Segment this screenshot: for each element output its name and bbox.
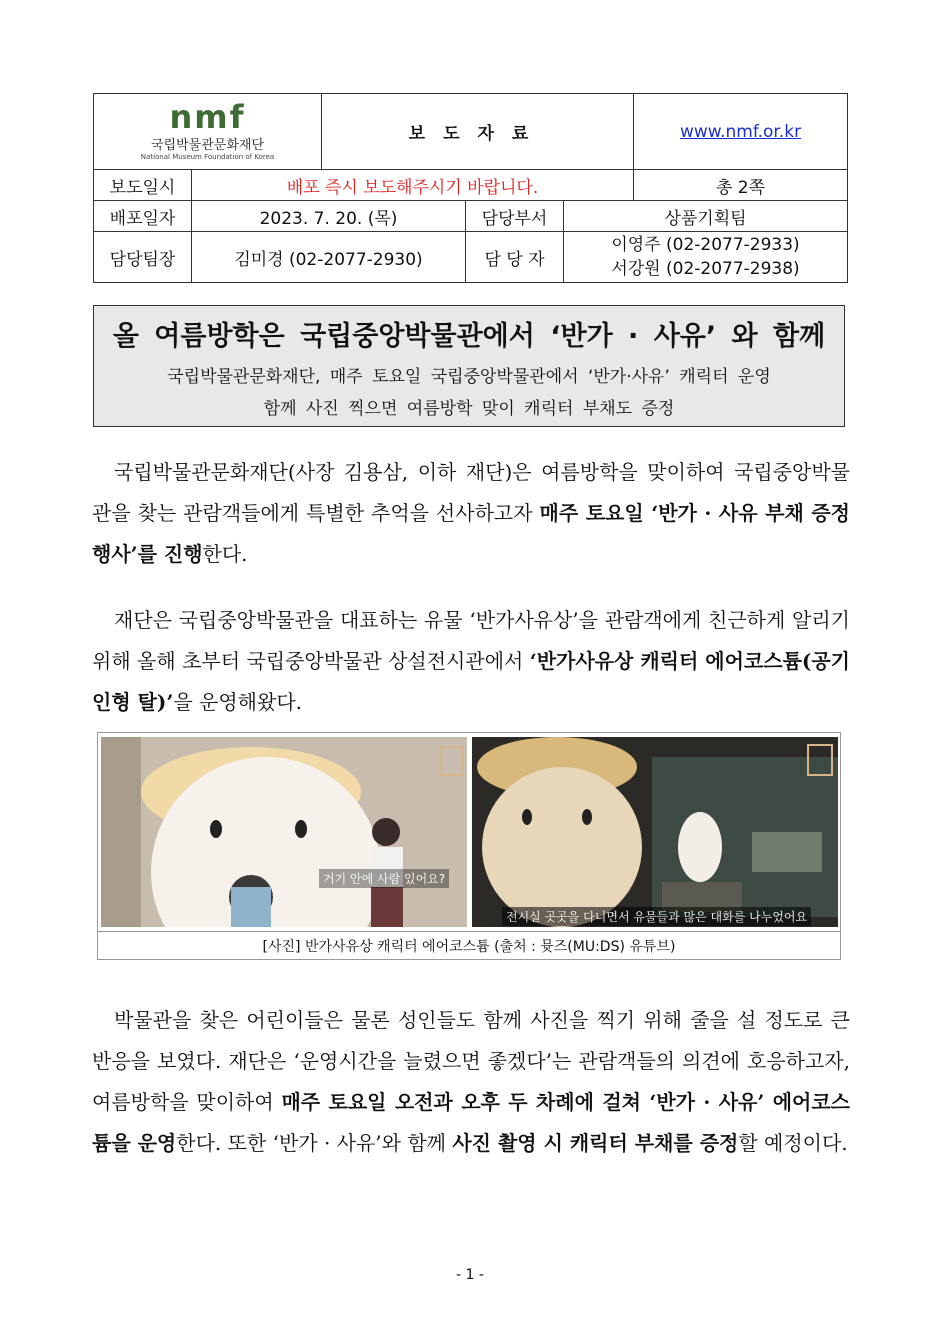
photo-caption: [사진] 반가사유상 캐릭터 에어코스튬 (출처 : 뮷즈(MU:DS) 유튜브): [98, 931, 840, 956]
para1-bold: 매주 토요일 ‘반가 · 사유 부채 증정 행사’를 진행: [92, 501, 850, 566]
staff-value: [564, 232, 848, 283]
headline-box: [93, 305, 845, 427]
dept-label: 담당부서: [466, 201, 564, 232]
dept-value: 상품기획팀: [564, 201, 848, 232]
dist-date-value: 2023. 7. 20. (목): [192, 201, 466, 232]
report-date-label: 보도일시: [94, 170, 192, 201]
lead-value: 김미경 (02-2077-2930): [192, 232, 466, 283]
character-photo-left: [101, 737, 467, 927]
headline-subtitle-1: 국립박물관문화재단, 매주 토요일 국립중앙박물관에서 ‘반가·사유’ 캐릭터 운영: [167, 367, 771, 387]
photo-figure: [97, 732, 841, 960]
character-photo-right: [472, 737, 838, 927]
photo-right: [472, 737, 838, 927]
headline-subtitle-2: 함께 사진 찍으면 여름방학 맞이 캐릭터 부채도 증정: [263, 399, 675, 419]
paragraph-2: [92, 600, 850, 723]
website-link[interactable]: www.nmf.or.kr: [679, 121, 802, 142]
logo-korean-name: 국립박물관문화재단: [150, 138, 265, 153]
para3-text-e: 할 예정이다.: [738, 1131, 848, 1155]
logo-english-name: National Museum Foundation of Korea: [140, 153, 275, 161]
report-date-value: 배포 즉시 보도해주시기 바랍니다.: [192, 170, 634, 201]
dist-date-label: 배포일자: [94, 201, 192, 232]
para3-bold-1: 매주 토요일 오전과 오후 두 차례에 걸쳐 ‘반가 · 사유’ 에어코스튬을 운영: [92, 1090, 850, 1155]
page-count: 총 2쪽: [634, 170, 848, 201]
doc-type-title: 보도자료: [322, 94, 634, 170]
para3-text-a: 박물관을 찾은 어린이들은 물론 성인들도 함께 사진을 찍기 위해 줄을 설 정도로 큰 반응을 보였다. 재단은 ‘운영시간을 늘렸으면 좋겠다’는 관람객들의 의견에 호응하고자, 여름방학을 맞이하여: [92, 1008, 850, 1114]
para2-text-a: 재단은 국립중앙박물관을 대표하는 유물 ‘반가사유상’을 관람객에게 친근하게 알리기 위해 올해 초부터 국립중앙박물관 상설전시관에서: [92, 608, 850, 673]
paragraph-1: [92, 452, 850, 575]
staff-contact-1: 이영주 (02-2077-2933): [611, 235, 800, 255]
logo-cell: [94, 94, 322, 170]
nmf-logo: nmf: [169, 98, 246, 136]
para1-text-c: 한다.: [202, 542, 248, 566]
paragraph-3: [92, 1000, 850, 1164]
press-header-table: [93, 93, 848, 283]
para2-text-c: 을 운영해왔다.: [173, 690, 302, 714]
para2-bold: ‘반가사유상 캐릭터 에어코스튬(공기 인형 탈)’: [92, 649, 850, 714]
staff-contact-2: 서강원 (02-2077-2938): [611, 259, 800, 279]
para3-bold-2: 사진 촬영 시 캐릭터 부채를 증정: [452, 1131, 739, 1155]
page-number: - 1 -: [456, 1267, 484, 1283]
photo-left: [101, 737, 467, 927]
headline-title: 올 여름방학은 국립중앙박물관에서 ‘반가 · 사유’ 와 함께: [112, 321, 826, 352]
para1-text-a: 국립박물관문화재단(사장 김용삼, 이하 재단)은 여름방학을 맞이하여 국립중앙박물관을 찾는 관람객들에게 특별한 추억을 선사하고자: [92, 460, 850, 525]
photo-left-subtitle: 거기 안에 사람 있어요?: [319, 869, 449, 888]
website-cell: [634, 94, 848, 170]
staff-label: 담 당 자: [466, 232, 564, 283]
photo-right-subtitle: 전시실 곳곳을 다니면서 유물들과 많은 대화를 나누었어요: [502, 907, 811, 926]
para3-text-c: 한다. 또한 ‘반가 · 사유’와 함께: [176, 1131, 453, 1155]
lead-label: 담당팀장: [94, 232, 192, 283]
